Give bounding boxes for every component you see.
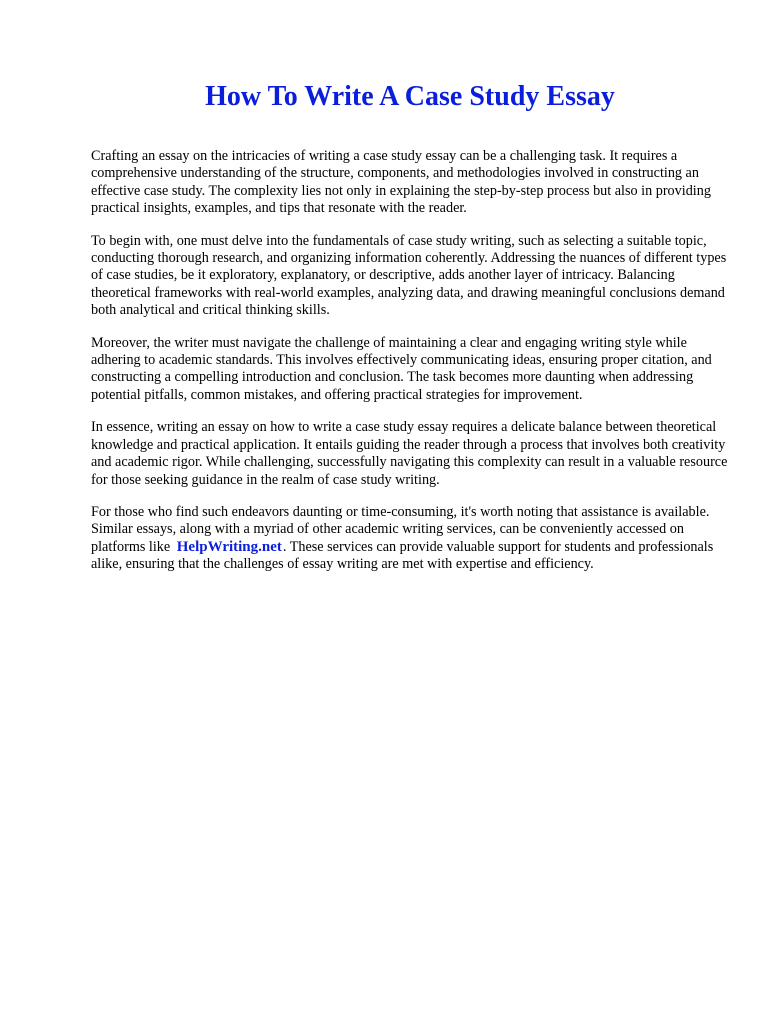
paragraph-2: To begin with, one must delve into the fundamentals of case study writing, such as selecting a suitable topic, conducting thorough research, and organizing information coherently. Addressing the nuances of different types of case studies, be it exploratory, explanatory, or descriptive, adds another layer of intricacy. Balancing theoretical frameworks with real-world examples, analyzing data, and drawing meaningful conclusions demand both analytical and critical thinking skills. [91, 232, 727, 319]
paragraph-4: In essence, writing an essay on how to write a case study essay requires a delicate balance between theoretical knowledge and practical application. It entails guiding the reader through a process that involves both creativity and academic rigor. While challenging, successfully navigating this complexity can result in a valuable resource for those seeking guidance in the realm of case study writing. [91, 419, 728, 488]
paragraph-3: Moreover, the writer must navigate the challenge of maintaining a clear and engaging writing style while adhering to academic standards. This involves effectively communicating ideas, ensuring proper citation, and constructing a compelling introduction and conclusion. The task becomes more daunting when addressing potential pitfalls, common mistakes, and offering practical strategies for improvement. [91, 334, 712, 403]
paragraph-1: Crafting an essay on the intricacies of writing a case study essay can be a challenging task. It requires a comprehensive understanding of the structure, components, and methodologies involved in constructing an effective case study. The complexity lies not only in explaining the step-by-step process but also in providing practical insights, examples, and tips that resonate with the reader. [91, 148, 711, 217]
paragraph-5 [91, 504, 731, 574]
paragraph-5-text-before-link: For those who find such endeavors daunting or time-consuming, it's worth noting that assistance is available. Similar essays, along with a myriad of other academic writing services, can be conveniently accessed on platforms like [91, 503, 710, 555]
document-body [91, 148, 731, 589]
document-title: How To Write A Case Study Essay [205, 81, 615, 112]
helpwriting-link[interactable]: HelpWriting.net [176, 538, 282, 555]
paragraph-5-text-after-link: . These services can provide valuable support for students and professionals alike, ensuring that the challenges of essay writing are met with expertise and efficiency. [91, 538, 714, 573]
